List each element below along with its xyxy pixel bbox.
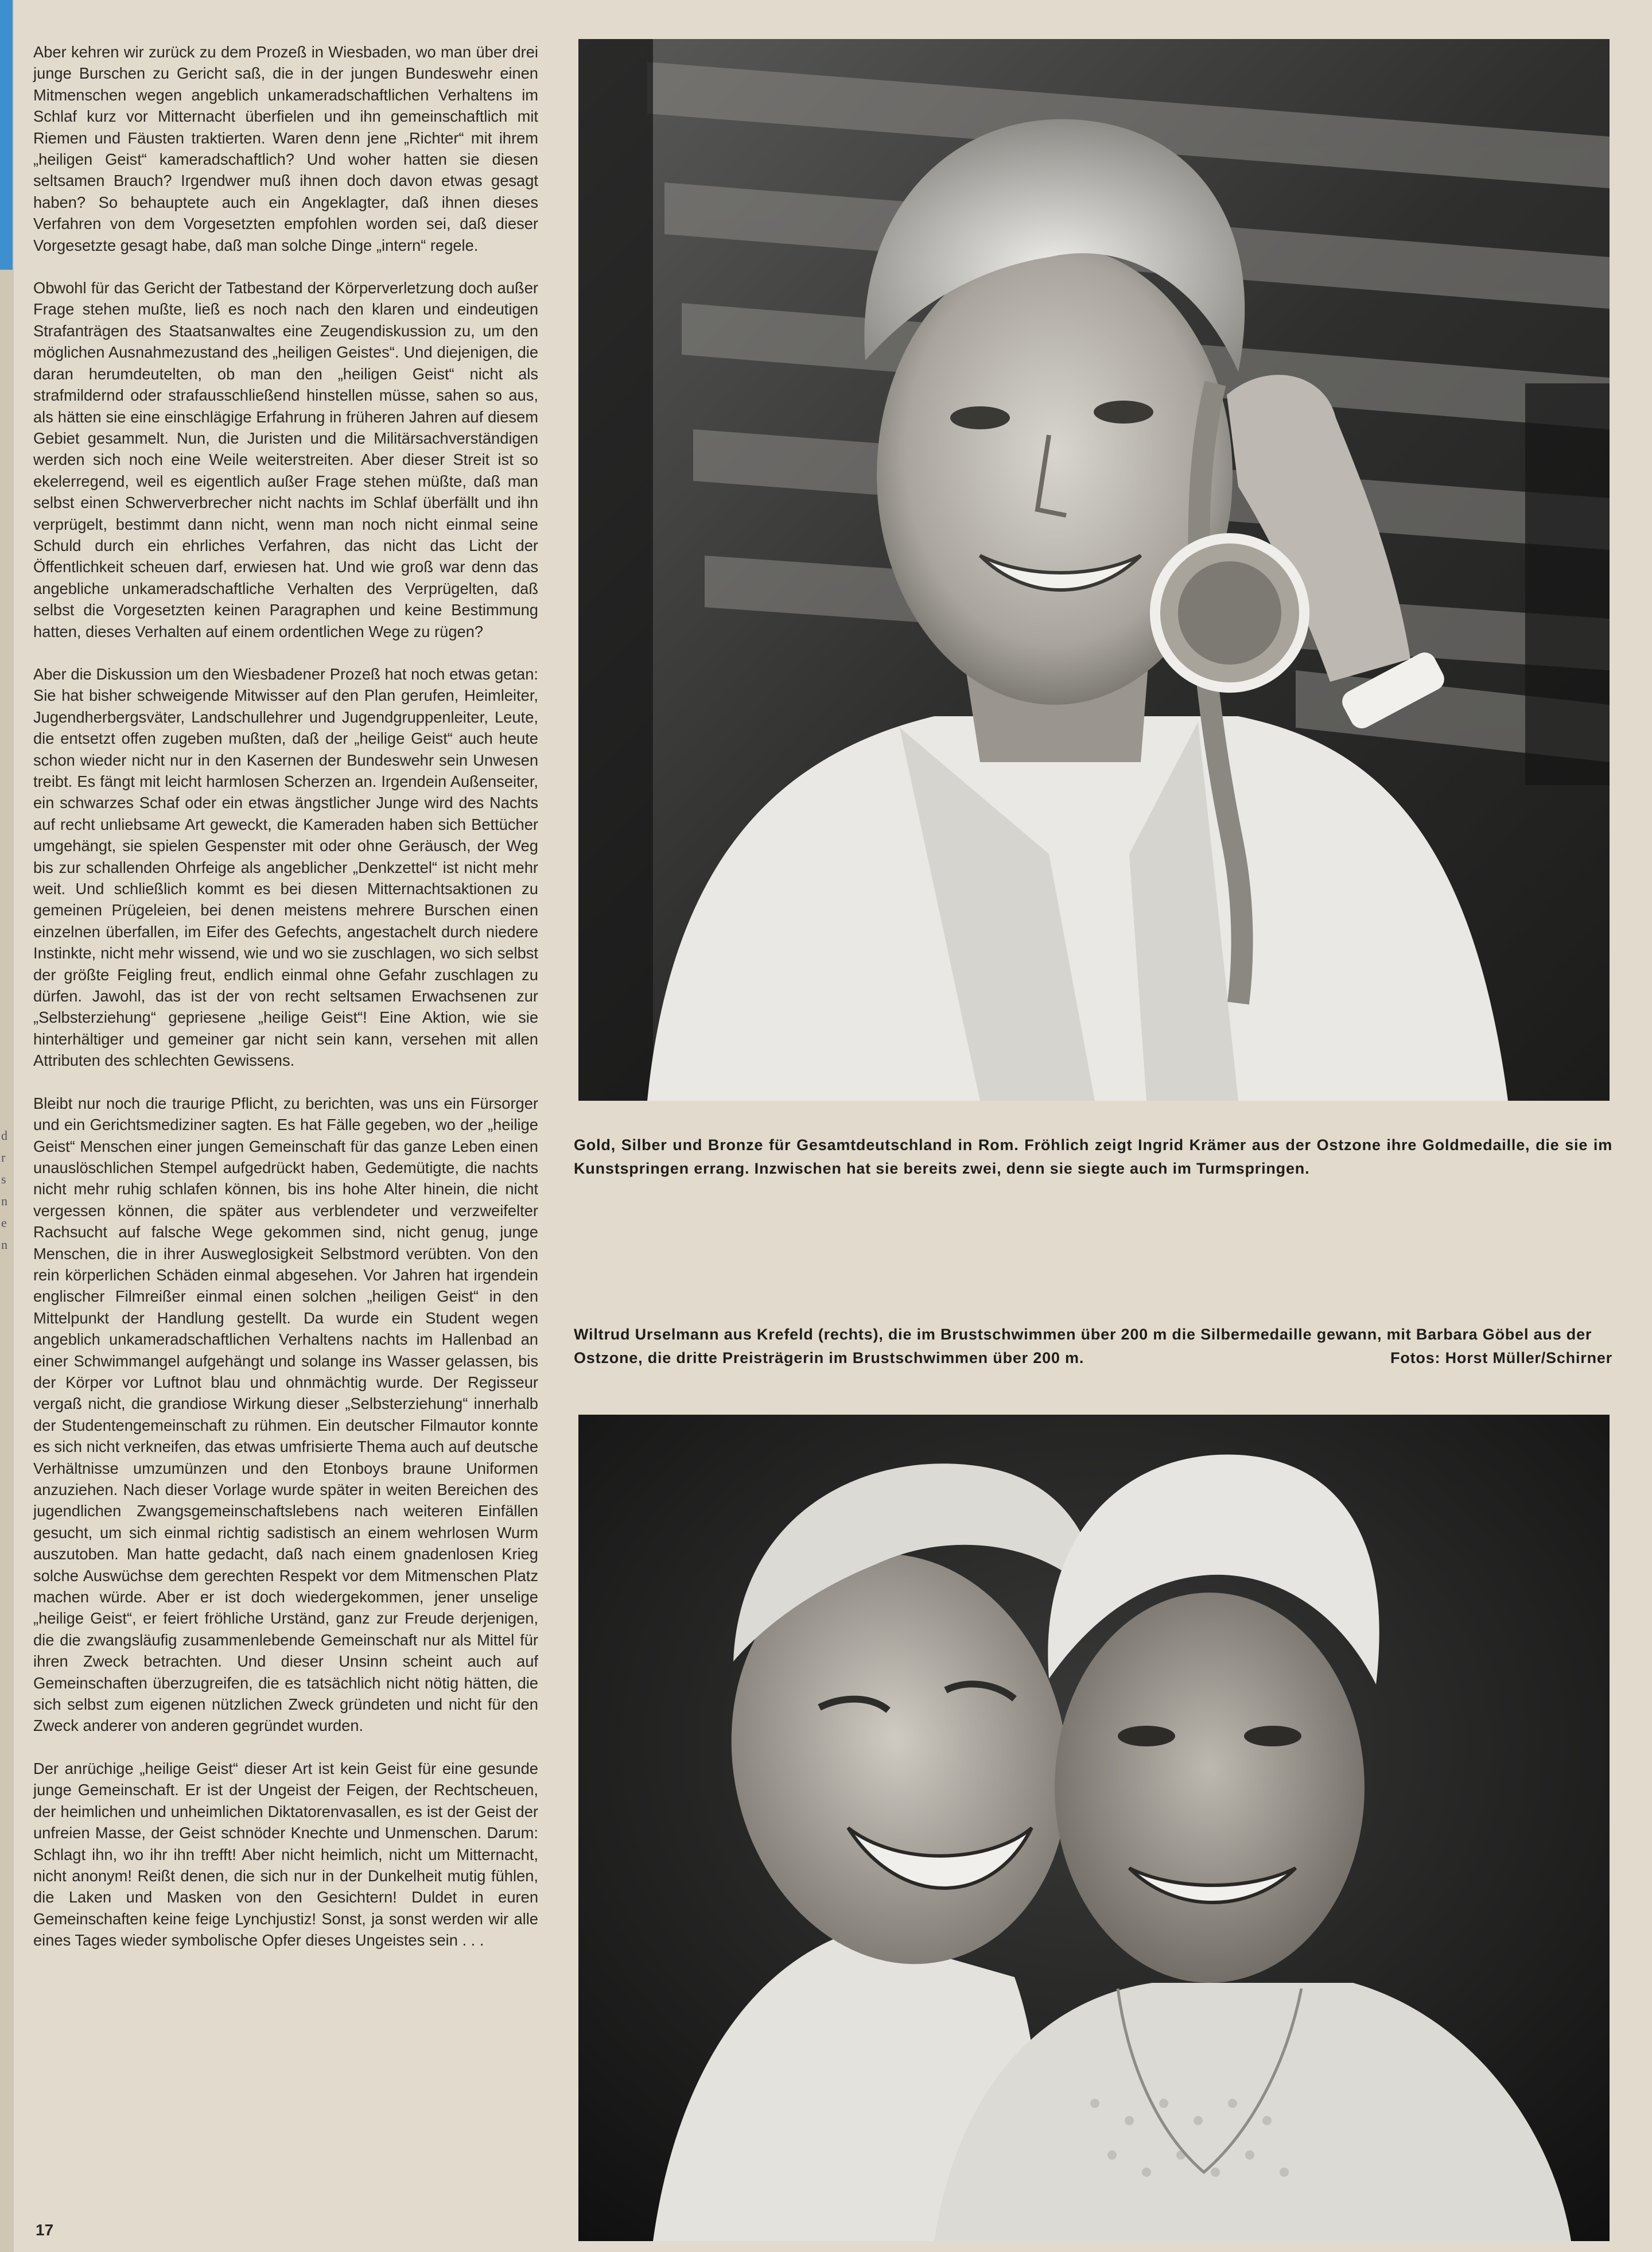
photo-two-swimmers (578, 1415, 1610, 2241)
edge-letter: d (1, 1128, 7, 1143)
photo-medal-winner (578, 39, 1610, 1101)
article-paragraph: Bleibt nur noch die traurige Pflicht, zu berichten, was uns ein Fürsorger und ein Gerichtsmediziner sagten. Es hat Fälle gegeben, wo der „heilige Geist“ Menschen einer jungen Gemeinschaft für das ganze Leben einen unauslöschlichen Stempel aufgedrückt haben, Gedemütigte, die nachts nicht mehr ruhig schlafen können, bis ins hohe Alter hinein, die nicht vergessen können, die später aus verblendeter und verzweifelter Rachsucht auf falsche Wege gekommen sind, nicht genug, junge Menschen, die in ihrer Ausweglosigkeit Selbstmord verübten. Von den rein körperlichen Schäden einmal abgesehen. Vor Jahren hat irgendein englischer Filmreißer einmal einen solchen „heiligen Geist“ in den Mittelpunkt der Handlung gestellt. Da wurde ein Student wegen angeblich unkameradschaftlichen Verhaltens nachts im Hallenbad an einer Schwimmangel aufgehängt und solange ins Wasser gelassen, bis der Körper vor Luftnot blau und ohnmächtig wurde. Der Regisseur vergaß nicht, die grandiose Wirkung dieser „Selbsterziehung“ innerhalb der Studentengemeinschaft zu rühmen. Ein deutscher Filmautor konnte es sich nicht verkneifen, das etwas umfrisierte Thema auch auf deutsche Verhältnisse umzumünzen und den Etonboys braune Uniformen anzuziehen. Nach dieser Vorlage wurde später in weiten Bereichen des jugendlichen Zwangsgemeinschaftslebens nach weiteren Einfällen gesucht, um sich einmal richtig sadistisch an einem wehrlosen Wurm auszutoben. Man hatte gedacht, daß nach einem gnadenlosen Krieg solche Auswüchse dem gerechten Respekt vor dem Mitmenschen Platz machen würde. Aber er ist doch wiedergekommen, jener unselige „heilige Geist“, er feiert fröhliche Urständ, ganz zur Freude derjenigen, die die zwangsläufig zusammenlebende Gemeinschaft nur als Mittel für ihren Zweck betrachten. Und dieser Unsinn scheint auch auf Gemeinschaften überzugreifen, die es tatsächlich nicht nötig hätten, die sich selbst zum eigenen nützlichen Zweck gründeten und nicht für den Zweck anderer von anderen gegründet wurden. (33, 1094, 538, 1735)
edge-letters (1, 1125, 11, 1256)
edge-letter: n (1, 1194, 7, 1208)
edge-letter: s (1, 1172, 6, 1186)
photo-medal-winner-image (578, 39, 1610, 1101)
photo-two-swimmers-image (578, 1415, 1610, 2241)
article-paragraph: Obwohl für das Gericht der Tatbestand der Körperverletzung doch außer Frage stehen mußte, ließ es noch nach den klaren und eindeutigen Strafanträgen des Staatsanwaltes eine Zeugendiskussion zu, um den möglichen Ausnahmezustand des „heiligen Geistes“. Und diejenigen, die daran herumdeutelten, ob man den „heiligen Geist“ nicht als strafmildernd oder strafausschließend hinstellen müsse, sahen so aus, als hätten sie eine einschlägige Erfahrung in früheren Jahren auf diesem Gebiet gesammelt. Nun, die Juristen und die Militärsachverständigen werden sich noch eine Weile weiterstreiten. Aber dieser Streit ist so ekelerregend, weil es eigentlich außer Frage stehen müßte, daß man selbst einen Schwerverbrecher nicht nachts im Schlaf überfällt und ihn verprügelt, bestimmt dann nicht, wenn man noch nicht einmal seine Schuld durch ein ehrliches Verfahren, das nicht das Licht der Öffentlichkeit scheuen darf, erwiesen hat. Und wie groß war denn das angebliche unkameradschaftliche Verhalten des Verprügelten, daß selbst die Vorgesetzten keinen Paragraphen und keine Bestimmung hatten, dieses Verhalten auf einem ordentlichen Wege zu rügen? (33, 279, 538, 640)
page-number: 17 (36, 2221, 54, 2239)
article-paragraph: Aber kehren wir zurück zu dem Prozeß in Wiesbaden, wo man über drei junge Burschen zu Gericht saß, die in der jungen Bundeswehr einen Mitmenschen wegen angeblich unkameradschaftlichen Verhaltens im Schlaf kurz vor Mitternacht überfielen und ihn gemeinschaftlich mit Riemen und Fäusten traktierten. Waren denn jene „Richter“ mit ihrem „heiligen Geist“ kameradschaftlich? Und woher hatten sie diesen seltsamen Brauch? Irgendwer muß ihnen doch davon etwas gesagt haben? So behauptete auch ein Angeklagter, daß ihnen dieses Verfahren von dem Vorgesetzten empfohlen worden sei, daß dieser Vorgesetzte gesagt habe, daß man solche Dinge „intern“ regele. (33, 43, 538, 254)
caption-text: Wiltrud Urselmann aus Krefeld (rechts), die im Brustschwimmen über 200 m die Silbermedaille gewann, mit Barbara Göbel aus der Ostzone, die dritte Preisträgerin im Brustschwimmen über 200 m. (574, 1326, 1592, 1366)
photo-caption-top: Gold, Silber und Bronze für Gesamtdeutschland in Rom. Fröhlich zeigt Ingrid Krämer aus der Ostzone ihre Goldmedaille, die sie im Kunstspringen errang. Inzwischen hat sie bereits zwei, denn sie siegte auch im Turmspringen. (574, 1136, 1612, 1177)
photo-credit: Fotos: Horst Müller/Schirner (1390, 1349, 1612, 1366)
blue-edge-tab (0, 0, 13, 270)
article-paragraph: Aber die Diskussion um den Wiesbadener Prozeß hat noch etwas getan: Sie hat bisher schweigende Mitwisser auf den Plan gerufen, Heimleiter, Jugendherbergsväter, Landschullehrer und Jugendgruppenleiter, Leute, die entsetzt offen zugeben mußten, daß der „heilige Geist“ auch heute schon wieder nicht nur in den Kasernen der Bundeswehr sein Unwesen treibt. Es fängt mit leicht harmlosen Scherzen an. Irgendein Außenseiter, ein schwarzes Schaf oder ein etwas ängstlicher Junge wird des Nachts auf recht unliebsame Art geweckt, die Kameraden haben sich Bettücher umgehängt, sie spielen Gespenster mit oder ohne Geräusch, der Weg bis zur schallenden Ohrfeige als angeblicher „Denkzettel“ ist nicht mehr weit. Und schließlich kommt es bei diesen Mitternachtsaktionen zu gemeinen Prügeleien, bei denen meistens mehrere Burschen einen einzelnen überfallen, im Eifer des Gefechts, angestachelt durch niedere Instinkte, nicht mehr wissend, wie und wo sie zuschlagen, wo sich selbst der größte Feigling freut, endlich einmal ohne Gefahr zuschlagen zu dürfen. Jawohl, das ist der von recht seltsamen Erwachsenen zur „Selbsterziehung“ gepriesene „heilige Geist“! Eine Aktion, wie sie hinterhältiger und gemeiner gar nicht sein kann, versehen mit allen Attributen des schlechten Gewissens. (33, 665, 538, 1070)
article-text-column (33, 41, 538, 1951)
edge-letter: r (1, 1150, 6, 1164)
edge-letter: e (1, 1216, 7, 1230)
article-paragraph: Der anrüchige „heilige Geist“ dieser Art ist kein Geist für eine gesunde junge Gemeinschaft. Er ist der Ungeist der Feigen, der Rechtscheuen, der heimlichen und unheimlichen Diktatorenvasallen, es ist der Geist der unfreien Masse, der Geist schnöder Knechte und Unmenschen. Darum: Schlagt ihn, wo ihr ihn trefft! Aber nicht heimlich, nicht um Mitternacht, nicht anonym! Reißt denen, die sich nur in der Dunkelheit mutig fühlen, die Laken und Masken von den Gesichtern! Duldet in euren Gemeinschaften keine feige Lynchjustiz! Sonst, ja sonst werden wir alle eines Tages wieder symbolische Opfer dieses Ungeistes sein . . . (33, 1759, 538, 1950)
photo-caption-bottom (574, 1323, 1612, 1370)
edge-letter: n (1, 1237, 7, 1252)
